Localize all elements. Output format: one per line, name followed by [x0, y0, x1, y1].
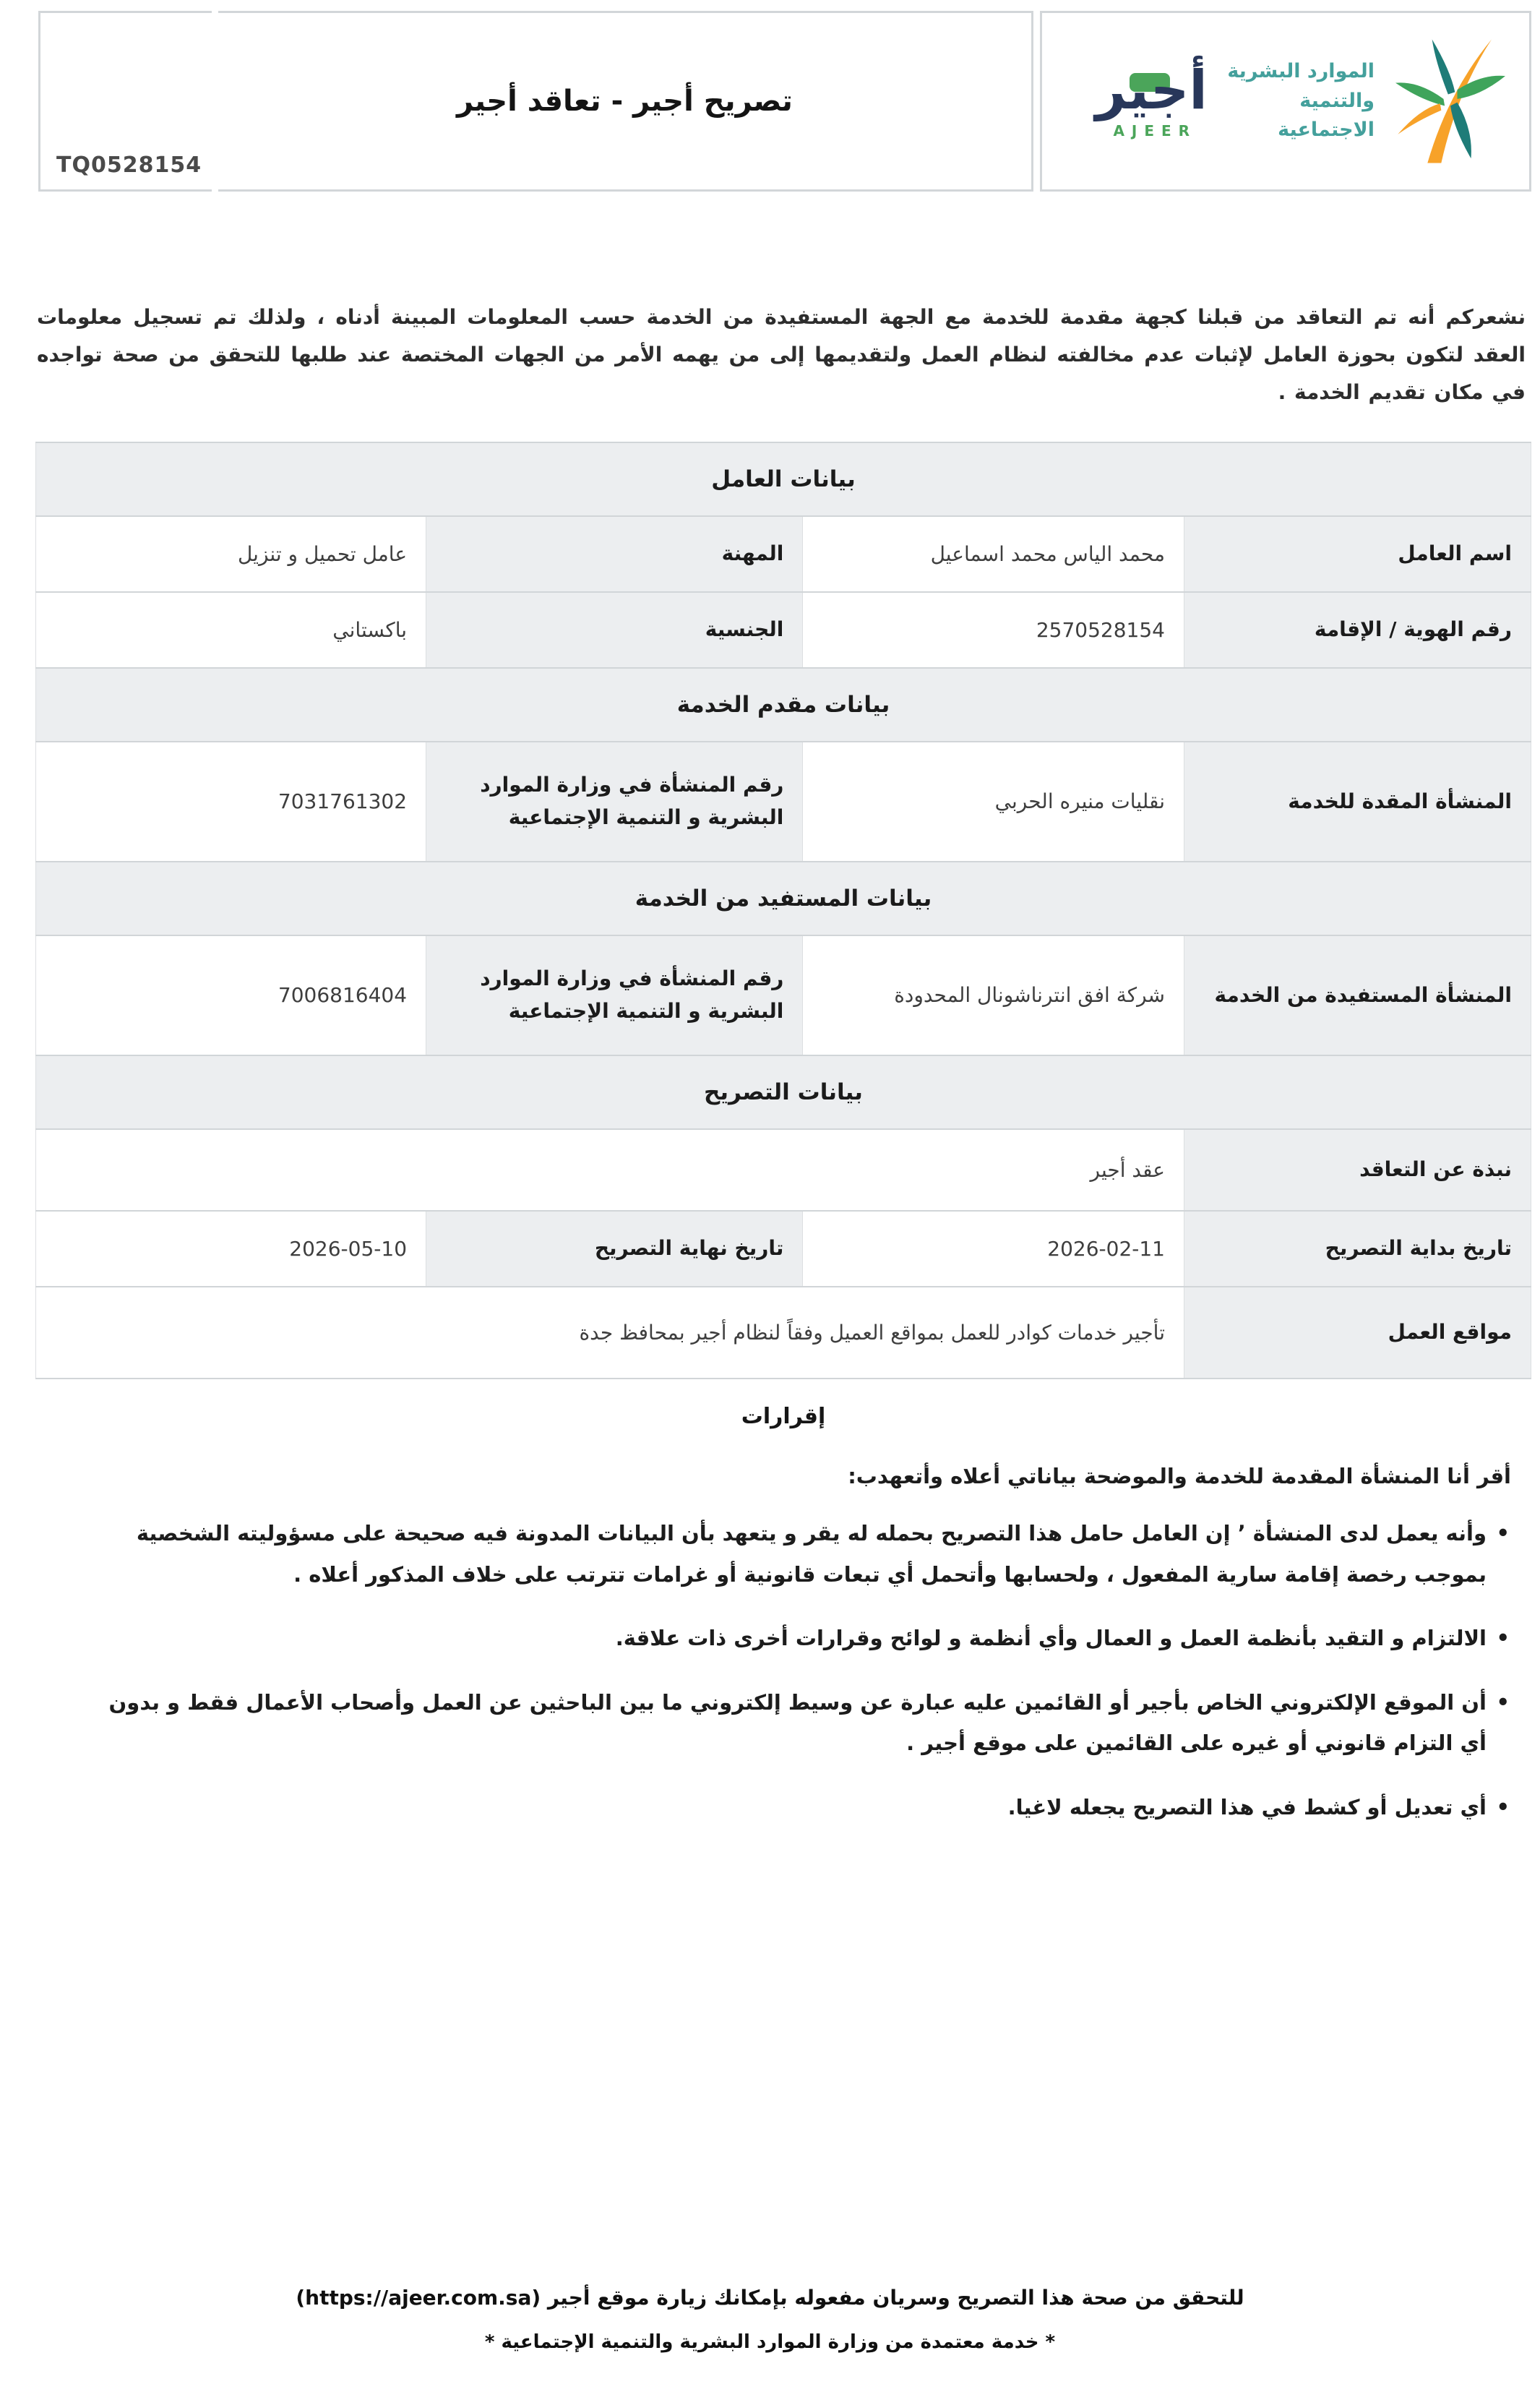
ministry-logo-text — [1210, 57, 1375, 145]
permit-data-table — [35, 442, 1531, 1379]
worker-name-label: اسم العامل — [1184, 516, 1531, 592]
ministry-logo-text-line2: والتنمية الاجتماعية — [1278, 89, 1375, 142]
work-locations-label: مواقع العمل — [1184, 1287, 1531, 1379]
declarations-list — [79, 1513, 1511, 1827]
table-row — [36, 742, 1531, 862]
beneficiary-establishment-label: المنشأة المستفيدة من الخدمة — [1184, 935, 1531, 1055]
declarations-heading: إقرارات — [741, 1404, 826, 1429]
worker-section-header — [36, 442, 1531, 516]
table-row — [36, 516, 1531, 592]
ajeer-logo-arabic-text: أجير — [1095, 59, 1208, 122]
header-title-box — [218, 11, 1033, 192]
declaration-item: • الالتزام و التقيد بأنظمة العمل و العمال وأي أنظمة و لوائح وقرارات أخرى ذات علاقة. — [79, 1618, 1511, 1659]
declaration-item: • أن الموقع الإلكتروني الخاص بأجير أو القائمين عليه عبارة عن وسيط إلكتروني ما بين الباحثين عن العمل وأصحاب الأعمال فقط و بدون أي التزام قانوني أو غيره على القائمين على موقع أجير . — [79, 1682, 1511, 1764]
contract-brief-value: عقد أجير — [36, 1129, 1184, 1211]
table-row — [36, 935, 1531, 1055]
ministry-palm-emblem-icon — [1382, 33, 1519, 170]
footer-verification-note: للتحقق من صحة هذا التصريح وسريان مفعوله بإمكانك زيارة موقع أجير (https://ajeer.com.sa) — [296, 2286, 1244, 2310]
worker-section-title: بيانات العامل — [36, 442, 1531, 516]
beneficiary-section-title: بيانات المستفيد من الخدمة — [36, 862, 1531, 935]
header-number-box — [38, 11, 212, 192]
document-footer — [0, 2286, 1540, 2353]
provider-establishment-value: نقليات منيره الحربي — [803, 742, 1184, 862]
document-header — [38, 11, 1531, 192]
ministry-logo — [1210, 33, 1519, 170]
worker-profession-label: المهنة — [426, 516, 803, 592]
table-row — [36, 1287, 1531, 1379]
declaration-item: • وأنه يعمل لدى المنشأة ’ إن العامل حامل هذا التصريح بحمله له يقر و يتعهد بأن البيانات المدونة فيه صحيحة على مسؤوليته الشخصية بموجب رخصة إقامة سارية المفعول ، ولحسابها وأتحمل أي تبعات قانونية أو غرامات تترتب على خلاف المذكور أعلاه . — [79, 1513, 1511, 1595]
beneficiary-establishment-value: شركة افق انترناشونال المحدودة — [803, 935, 1184, 1055]
worker-name-value: محمد الياس محمد اسماعيل — [803, 516, 1184, 592]
permit-start-date-label: تاريخ بداية التصريح — [1184, 1211, 1531, 1287]
beneficiary-mol-number-label: رقم المنشأة في وزارة الموارد البشرية و التنمية الإجتماعية — [426, 935, 803, 1055]
provider-section-header — [36, 668, 1531, 742]
document-number: TQ0528154 — [56, 153, 202, 178]
permit-start-date-value: 2026-02-11 — [803, 1211, 1184, 1287]
permit-section-title: بيانات التصريح — [36, 1055, 1531, 1129]
header-logos-box — [1040, 11, 1531, 192]
ajeer-logo-latin: AJEER — [1113, 121, 1197, 140]
worker-nationality-value: باكستاني — [36, 592, 426, 668]
provider-establishment-label: المنشأة المقدة للخدمة — [1184, 742, 1531, 862]
beneficiary-mol-number-value: 7006816404 — [36, 935, 426, 1055]
contract-brief-label: نبذة عن التعاقد — [1184, 1129, 1531, 1211]
table-row — [36, 592, 1531, 668]
provider-section-title: بيانات مقدم الخدمة — [36, 668, 1531, 742]
table-row — [36, 1129, 1531, 1211]
provider-mol-number-value: 7031761302 — [36, 742, 426, 862]
beneficiary-section-header — [36, 862, 1531, 935]
permit-end-date-label: تاريخ نهاية التصريح — [426, 1211, 803, 1287]
work-locations-value: تأجير خدمات كوادر للعمل بمواقع العميل وفقاً لنظام أجير بمحافظ جدة — [36, 1287, 1184, 1379]
declaration-item: • أي تعديل أو كشط في هذا التصريح يجعله لاغيا. — [79, 1787, 1511, 1828]
worker-nationality-label: الجنسية — [426, 592, 803, 668]
worker-id-label: رقم الهوية / الإقامة — [1184, 592, 1531, 668]
provider-mol-number-label: رقم المنشأة في وزارة الموارد البشرية و التنمية الإجتماعية — [426, 742, 803, 862]
ministry-logo-text-line1: الموارد البشرية — [1227, 60, 1375, 83]
footer-approval-note: * خدمة معتمدة من وزارة الموارد البشرية والتنمية الإجتماعية * — [484, 2331, 1056, 2353]
ajeer-logo — [1093, 59, 1210, 140]
page-title: تصريح أجير - تعاقد أجير — [457, 85, 793, 118]
worker-id-value: 2570528154 — [803, 592, 1184, 668]
intro-paragraph: نشعركم أنه تم التعاقد من قبلنا كجهة مقدمة للخدمة مع الجهة المستفيدة من الخدمة حسب المعلومات المبينة أدناه ، ولذلك تم تسجيل معلومات العقد لتكون بحوزة العامل لإثبات عدم مخالفته لنظام العمل ولتقديمها إلى من يهمه الأمر من الجهات المختصة عند طلبها للتحقق من صحة تواجده في مكان تقديم الخدمة . — [37, 305, 1526, 404]
permit-section-header — [36, 1055, 1531, 1129]
worker-profession-value: عامل تحميل و تنزيل — [36, 516, 426, 592]
declarations-intro: أقر أنا المنشأة المقدمة للخدمة والموضحة بياناتي أعلاه وأتعهدب: — [848, 1464, 1511, 1488]
ajeer-logo-arabic — [1095, 59, 1208, 122]
table-row — [36, 1211, 1531, 1287]
permit-end-date-value: 2026-05-10 — [36, 1211, 426, 1287]
